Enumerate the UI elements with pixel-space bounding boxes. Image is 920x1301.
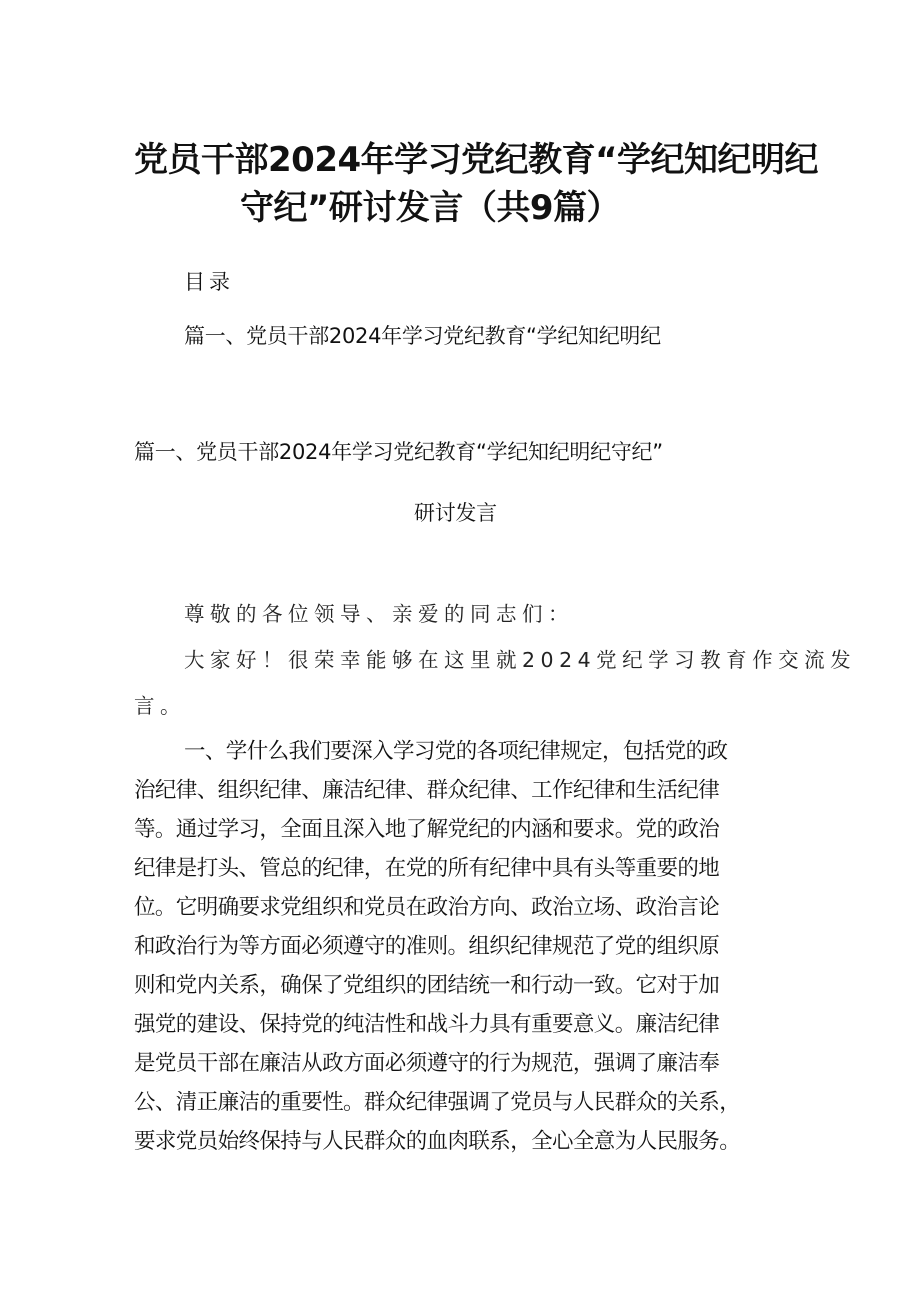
paragraph-line: 强党的建设、保持党的纯洁性和战斗力具有重要意义。廉洁纪律 — [134, 1012, 720, 1037]
section-heading-line2: 研讨发言 — [414, 501, 497, 525]
section-heading-line1: 篇一、党员干部2024年学习党纪教育“学纪知纪明纪守纪” — [134, 440, 663, 464]
paragraph-line: 等。通过学习，全面且深入地了解党纪的内涵和要求。党的政治 — [134, 817, 720, 842]
toc-item: 篇一、党员干部2024年学习党纪教育“学纪知纪明纪 — [184, 324, 661, 348]
paragraph-line: 是党员干部在廉洁从政方面必须遵守的行为规范，强调了廉洁奉 — [134, 1051, 720, 1076]
greeting: 尊敬的各位领导、亲爱的同志们： — [184, 602, 574, 626]
paragraph-line: 位。它明确要求党组织和党员在政治方向、政治立场、政治言论 — [134, 895, 720, 920]
document-title-line2: 守纪”研讨发言（共9篇） — [240, 188, 621, 228]
paragraph-line: 一、学什么我们要深入学习党的各项纪律规定，包括党的政 — [184, 739, 728, 764]
intro-line: 言。 — [134, 694, 186, 718]
paragraph-line: 公、清正廉洁的重要性。群众纪律强调了党员与人民群众的关系， — [134, 1090, 741, 1115]
paragraph-line: 则和党内关系，确保了党组织的团结统一和行动一致。它对于加 — [134, 973, 720, 998]
toc-label: 目录 — [184, 270, 234, 294]
paragraph-line: 和政治行为等方面必须遵守的准则。组织纪律规范了党的组织原 — [134, 934, 720, 959]
paragraph-line: 要求党员始终保持与人民群众的血肉联系，全心全意为人民服务。 — [134, 1129, 741, 1154]
intro-line: 大家好！很荣幸能够在这里就2024党纪学习教育作交流发 — [184, 648, 857, 672]
document-title-line1: 党员干部2024年学习党纪教育“学纪知纪明纪 — [134, 140, 818, 180]
paragraph-line: 纪律是打头、管总的纪律，在党的所有纪律中具有头等重要的地 — [134, 856, 720, 881]
paragraph-line: 治纪律、组织纪律、廉洁纪律、群众纪律、工作纪律和生活纪律 — [134, 778, 720, 803]
